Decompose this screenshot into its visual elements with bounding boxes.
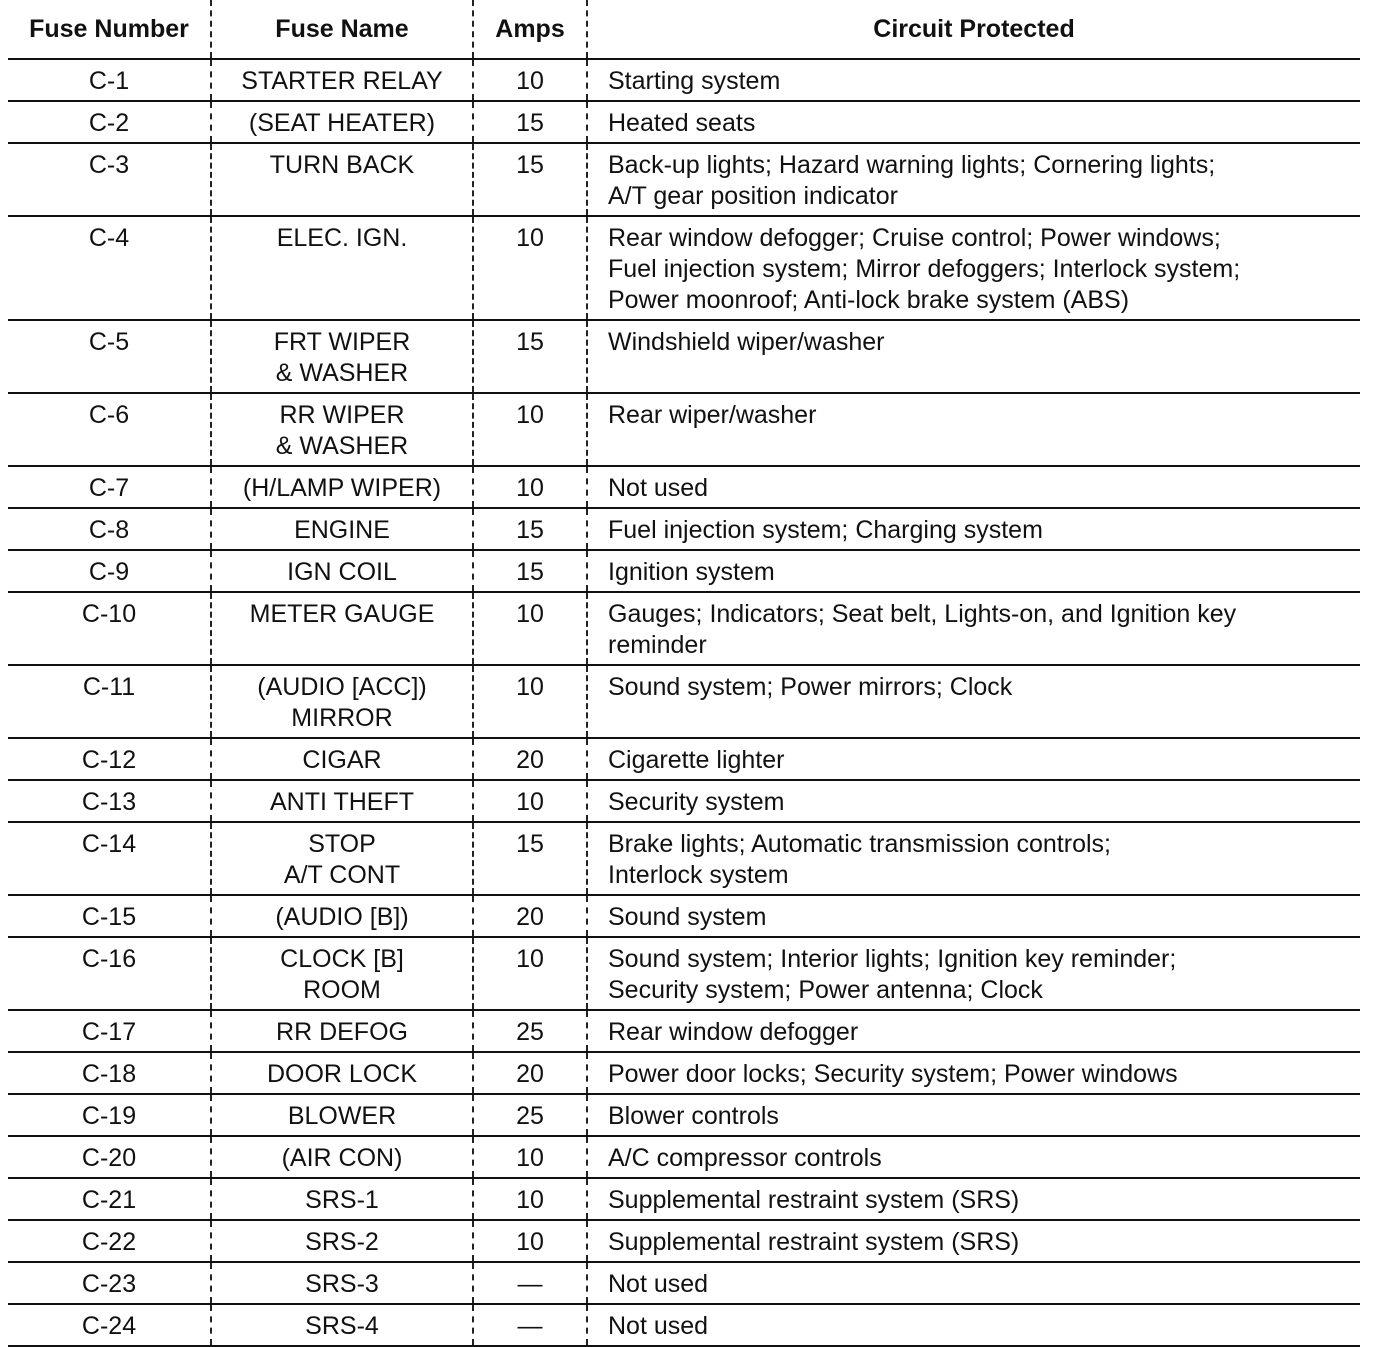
fuse-name-line: SRS-4 [305,1312,379,1340]
amps-value: 15 [516,328,544,356]
fuse-number-cell [8,1094,211,1136]
amps-value: 25 [516,1102,544,1130]
table-row [8,508,1360,550]
fuse-name-line: SRS-2 [305,1228,379,1256]
amps-cell [473,101,587,143]
amps-value: 10 [516,224,544,252]
fuse-number: C-7 [88,474,130,502]
table-row [8,216,1360,320]
fuse-number-cell [8,1052,211,1094]
amps-cell [473,1178,587,1220]
amps-cell [473,937,587,1010]
fuse-number: C-13 [81,788,137,816]
amps-cell [473,508,587,550]
table-header [8,0,1360,59]
amps-cell [473,143,587,216]
fuse-name-cell [211,895,473,937]
amps-value: 15 [516,151,544,179]
fuse-number-cell [8,1010,211,1052]
fuse-name-line: SRS-1 [305,1186,379,1214]
amps-value: — [517,1270,543,1298]
fuse-number: C-17 [81,1018,137,1046]
amps-cell [473,738,587,780]
circuit-line: Interlock system [608,861,789,889]
circuit-protected-cell [587,320,1360,393]
circuit-line: Fuel injection system; Charging system [608,516,1043,544]
fuse-name-line: BLOWER [287,1102,397,1130]
amps-value: 10 [516,1186,544,1214]
circuit-line: Security system [608,788,785,816]
circuit-protected-cell [587,895,1360,937]
fuse-name-cell [211,320,473,393]
header-fuse-number: Fuse Number [8,0,211,59]
fuse-name-line: ELEC. IGN. [276,224,408,252]
fuse-number-cell [8,937,211,1010]
amps-value: 10 [516,1228,544,1256]
fuse-number: C-22 [81,1228,137,1256]
table-row [8,1052,1360,1094]
amps-cell [473,550,587,592]
fuse-number: C-14 [81,830,137,858]
amps-value: 15 [516,516,544,544]
table-row [8,1136,1360,1178]
amps-cell [473,1010,587,1052]
fuse-number-cell [8,320,211,393]
fuse-name-line: IGN COIL [287,558,397,586]
circuit-line: Not used [608,1312,709,1340]
circuit-protected-cell [587,550,1360,592]
fuse-name-cell [211,143,473,216]
amps-value: 15 [516,109,544,137]
amps-cell [473,466,587,508]
circuit-protected-cell [587,937,1360,1010]
fuse-number: C-4 [88,224,130,252]
fuse-name-line: DOOR LOCK [266,1060,418,1088]
circuit-line: A/T gear position indicator [608,182,898,210]
fuse-number-cell [8,665,211,738]
amps-value: 10 [516,945,544,973]
circuit-line: Sound system [608,903,767,931]
fuse-name-cell [211,1094,473,1136]
fuse-number: C-12 [81,746,137,774]
circuit-line: A/C compressor controls [608,1144,882,1172]
fuse-name-cell [211,1136,473,1178]
fuse-name-line: STOP [308,830,376,858]
amps-cell [473,59,587,101]
fuse-name-line: STARTER RELAY [241,67,443,95]
amps-cell [473,592,587,665]
fuse-name-line: & WASHER [275,432,409,460]
table-row [8,592,1360,665]
fuse-number: C-1 [88,67,130,95]
fuse-number: C-24 [81,1312,137,1340]
circuit-protected-cell [587,1136,1360,1178]
circuit-line: Cigarette lighter [608,746,785,774]
amps-value: 10 [516,401,544,429]
circuit-line: reminder [608,631,707,659]
amps-cell [473,895,587,937]
fuse-table-page [8,0,1360,1347]
table-row [8,143,1360,216]
amps-cell [473,393,587,466]
amps-value: 15 [516,558,544,586]
table-row [8,1304,1360,1346]
amps-value: 25 [516,1018,544,1046]
amps-value: 10 [516,474,544,502]
amps-value: 10 [516,67,544,95]
table-row [8,1094,1360,1136]
fuse-name-line: ROOM [303,976,381,1004]
amps-value: 20 [516,1060,544,1088]
circuit-line: Blower controls [608,1102,779,1130]
fuse-number: C-15 [81,903,137,931]
circuit-line: Rear window defogger [608,1018,859,1046]
fuse-number: C-2 [88,109,130,137]
amps-cell [473,1136,587,1178]
circuit-protected-cell [587,508,1360,550]
circuit-line: Windshield wiper/washer [608,328,885,356]
circuit-line: Power moonroof; Anti-lock brake system (ABS) [608,286,1130,314]
amps-value: 10 [516,1144,544,1172]
fuse-number: C-21 [81,1186,137,1214]
circuit-protected-cell [587,738,1360,780]
fuse-name-line: FRT WIPER [273,328,411,356]
fuse-name-cell [211,101,473,143]
fuse-number: C-6 [88,401,130,429]
fuse-name-line: ENGINE [294,516,390,544]
circuit-line: Back-up lights; Hazard warning lights; Cornering lights; [608,151,1216,179]
fuse-number: C-9 [88,558,130,586]
amps-value: — [517,1312,543,1340]
circuit-line: Brake lights; Automatic transmission controls; [608,830,1111,858]
fuse-number-cell [8,1136,211,1178]
circuit-line: Supplemental restraint system (SRS) [608,1228,1020,1256]
fuse-name-line: METER GAUGE [249,600,435,628]
fuse-number: C-18 [81,1060,137,1088]
circuit-protected-cell [587,393,1360,466]
circuit-line: Ignition system [608,558,775,586]
circuit-protected-cell [587,1178,1360,1220]
fuse-name-line: (AUDIO [ACC]) [257,673,427,701]
fuse-name-cell [211,1010,473,1052]
table-row [8,937,1360,1010]
fuse-name-line: RR WIPER [279,401,405,429]
circuit-protected-cell [587,59,1360,101]
circuit-line: Rear window defogger; Cruise control; Power windows; [608,224,1221,252]
fuse-number-cell [8,822,211,895]
fuse-name-cell [211,393,473,466]
header-row [8,0,1360,59]
header-fuse-name: Fuse Name [211,0,473,59]
fuse-name-cell [211,216,473,320]
circuit-protected-cell [587,1052,1360,1094]
fuse-number-cell [8,216,211,320]
table-row [8,59,1360,101]
fuse-number-cell [8,393,211,466]
amps-cell [473,780,587,822]
circuit-line: Not used [608,1270,709,1298]
amps-value: 20 [516,903,544,931]
fuse-name-cell [211,508,473,550]
amps-value: 15 [516,830,544,858]
fuse-number: C-3 [88,151,130,179]
circuit-protected-cell [587,143,1360,216]
fuse-number-cell [8,780,211,822]
table-body [8,59,1360,1346]
fuse-name-line: CIGAR [302,746,382,774]
amps-value: 10 [516,600,544,628]
fuse-name-line: SRS-3 [305,1270,379,1298]
fuse-name-cell [211,1220,473,1262]
fuse-number-cell [8,592,211,665]
table-row [8,822,1360,895]
amps-value: 10 [516,788,544,816]
fuse-number: C-23 [81,1270,137,1298]
table-row [8,1178,1360,1220]
circuit-protected-cell [587,780,1360,822]
table-row [8,466,1360,508]
fuse-name-line: ANTI THEFT [270,788,414,816]
circuit-protected-cell [587,101,1360,143]
circuit-line: Rear wiper/washer [608,401,817,429]
circuit-line: Power door locks; Security system; Power windows [608,1060,1178,1088]
circuit-protected-cell [587,1094,1360,1136]
fuse-number: C-8 [88,516,130,544]
fuse-number-cell [8,59,211,101]
fuse-number-cell [8,466,211,508]
circuit-protected-cell [587,665,1360,738]
fuse-name-line: & WASHER [275,359,409,387]
circuit-line: Heated seats [608,109,756,137]
table-row [8,738,1360,780]
table-row [8,780,1360,822]
amps-cell [473,1094,587,1136]
amps-cell [473,665,587,738]
fuse-name-cell [211,1178,473,1220]
circuit-line: Sound system; Power mirrors; Clock [608,673,1013,701]
fuse-number: C-5 [88,328,130,356]
fuse-number-cell [8,895,211,937]
fuse-name-cell [211,466,473,508]
amps-cell [473,320,587,393]
fuse-number: C-20 [81,1144,137,1172]
fuse-number-cell [8,1304,211,1346]
fuse-name-line: A/T CONT [283,861,401,889]
amps-cell [473,216,587,320]
circuit-line: Supplemental restraint system (SRS) [608,1186,1020,1214]
fuse-number-cell [8,508,211,550]
amps-cell [473,1052,587,1094]
fuse-number-cell [8,1220,211,1262]
amps-cell [473,822,587,895]
circuit-line: Starting system [608,67,781,95]
fuse-number: C-11 [82,673,136,701]
table-row [8,393,1360,466]
table-row [8,1220,1360,1262]
fuse-name-line: (H/LAMP WIPER) [242,474,442,502]
table-row [8,550,1360,592]
circuit-protected-cell [587,1304,1360,1346]
table-row [8,665,1360,738]
amps-value: 20 [516,746,544,774]
table-row [8,101,1360,143]
fuse-name-cell [211,592,473,665]
fuse-number-cell [8,550,211,592]
header-circuit-protected: Circuit Protected [587,0,1360,59]
circuit-protected-cell [587,1010,1360,1052]
fuse-name-cell [211,665,473,738]
fuse-name-cell [211,550,473,592]
circuit-protected-cell [587,1220,1360,1262]
fuse-name-line: MIRROR [291,704,393,732]
fuse-number: C-16 [81,945,137,973]
circuit-line: Security system; Power antenna; Clock [608,976,1043,1004]
amps-cell [473,1304,587,1346]
fuse-name-cell [211,738,473,780]
fuse-name-line: (AIR CON) [281,1144,403,1172]
fuse-name-cell [211,822,473,895]
amps-cell [473,1220,587,1262]
fuse-number: C-19 [81,1102,137,1130]
circuit-protected-cell [587,592,1360,665]
fuse-name-cell [211,780,473,822]
fuse-number-cell [8,101,211,143]
circuit-protected-cell [587,466,1360,508]
fuse-name-cell [211,937,473,1010]
fuse-number-cell [8,143,211,216]
table-row [8,895,1360,937]
fuse-number: C-10 [81,600,137,628]
table-row [8,1010,1360,1052]
fuse-name-line: RR DEFOG [276,1018,408,1046]
circuit-protected-cell [587,216,1360,320]
header-amps: Amps [473,0,587,59]
circuit-line: Fuel injection system; Mirror defoggers; Interlock system; [608,255,1241,283]
circuit-line: Sound system; Interior lights; Ignition key reminder; [608,945,1177,973]
fuse-number-cell [8,1178,211,1220]
fuse-name-line: CLOCK [B] [280,945,404,973]
table-row [8,320,1360,393]
circuit-protected-cell [587,822,1360,895]
fuse-name-cell [211,1052,473,1094]
circuit-line: Not used [608,474,709,502]
amps-value: 10 [516,673,544,701]
fuse-number-cell [8,738,211,780]
fuse-name-cell [211,59,473,101]
fuse-name-line: (AUDIO [B]) [275,903,409,931]
circuit-line: Gauges; Indicators; Seat belt, Lights-on, and Ignition key [608,600,1237,628]
fuse-name-line: TURN BACK [269,151,415,179]
fuse-name-line: (SEAT HEATER) [248,109,436,137]
fuse-name-cell [211,1304,473,1346]
fuse-table [8,0,1360,1347]
